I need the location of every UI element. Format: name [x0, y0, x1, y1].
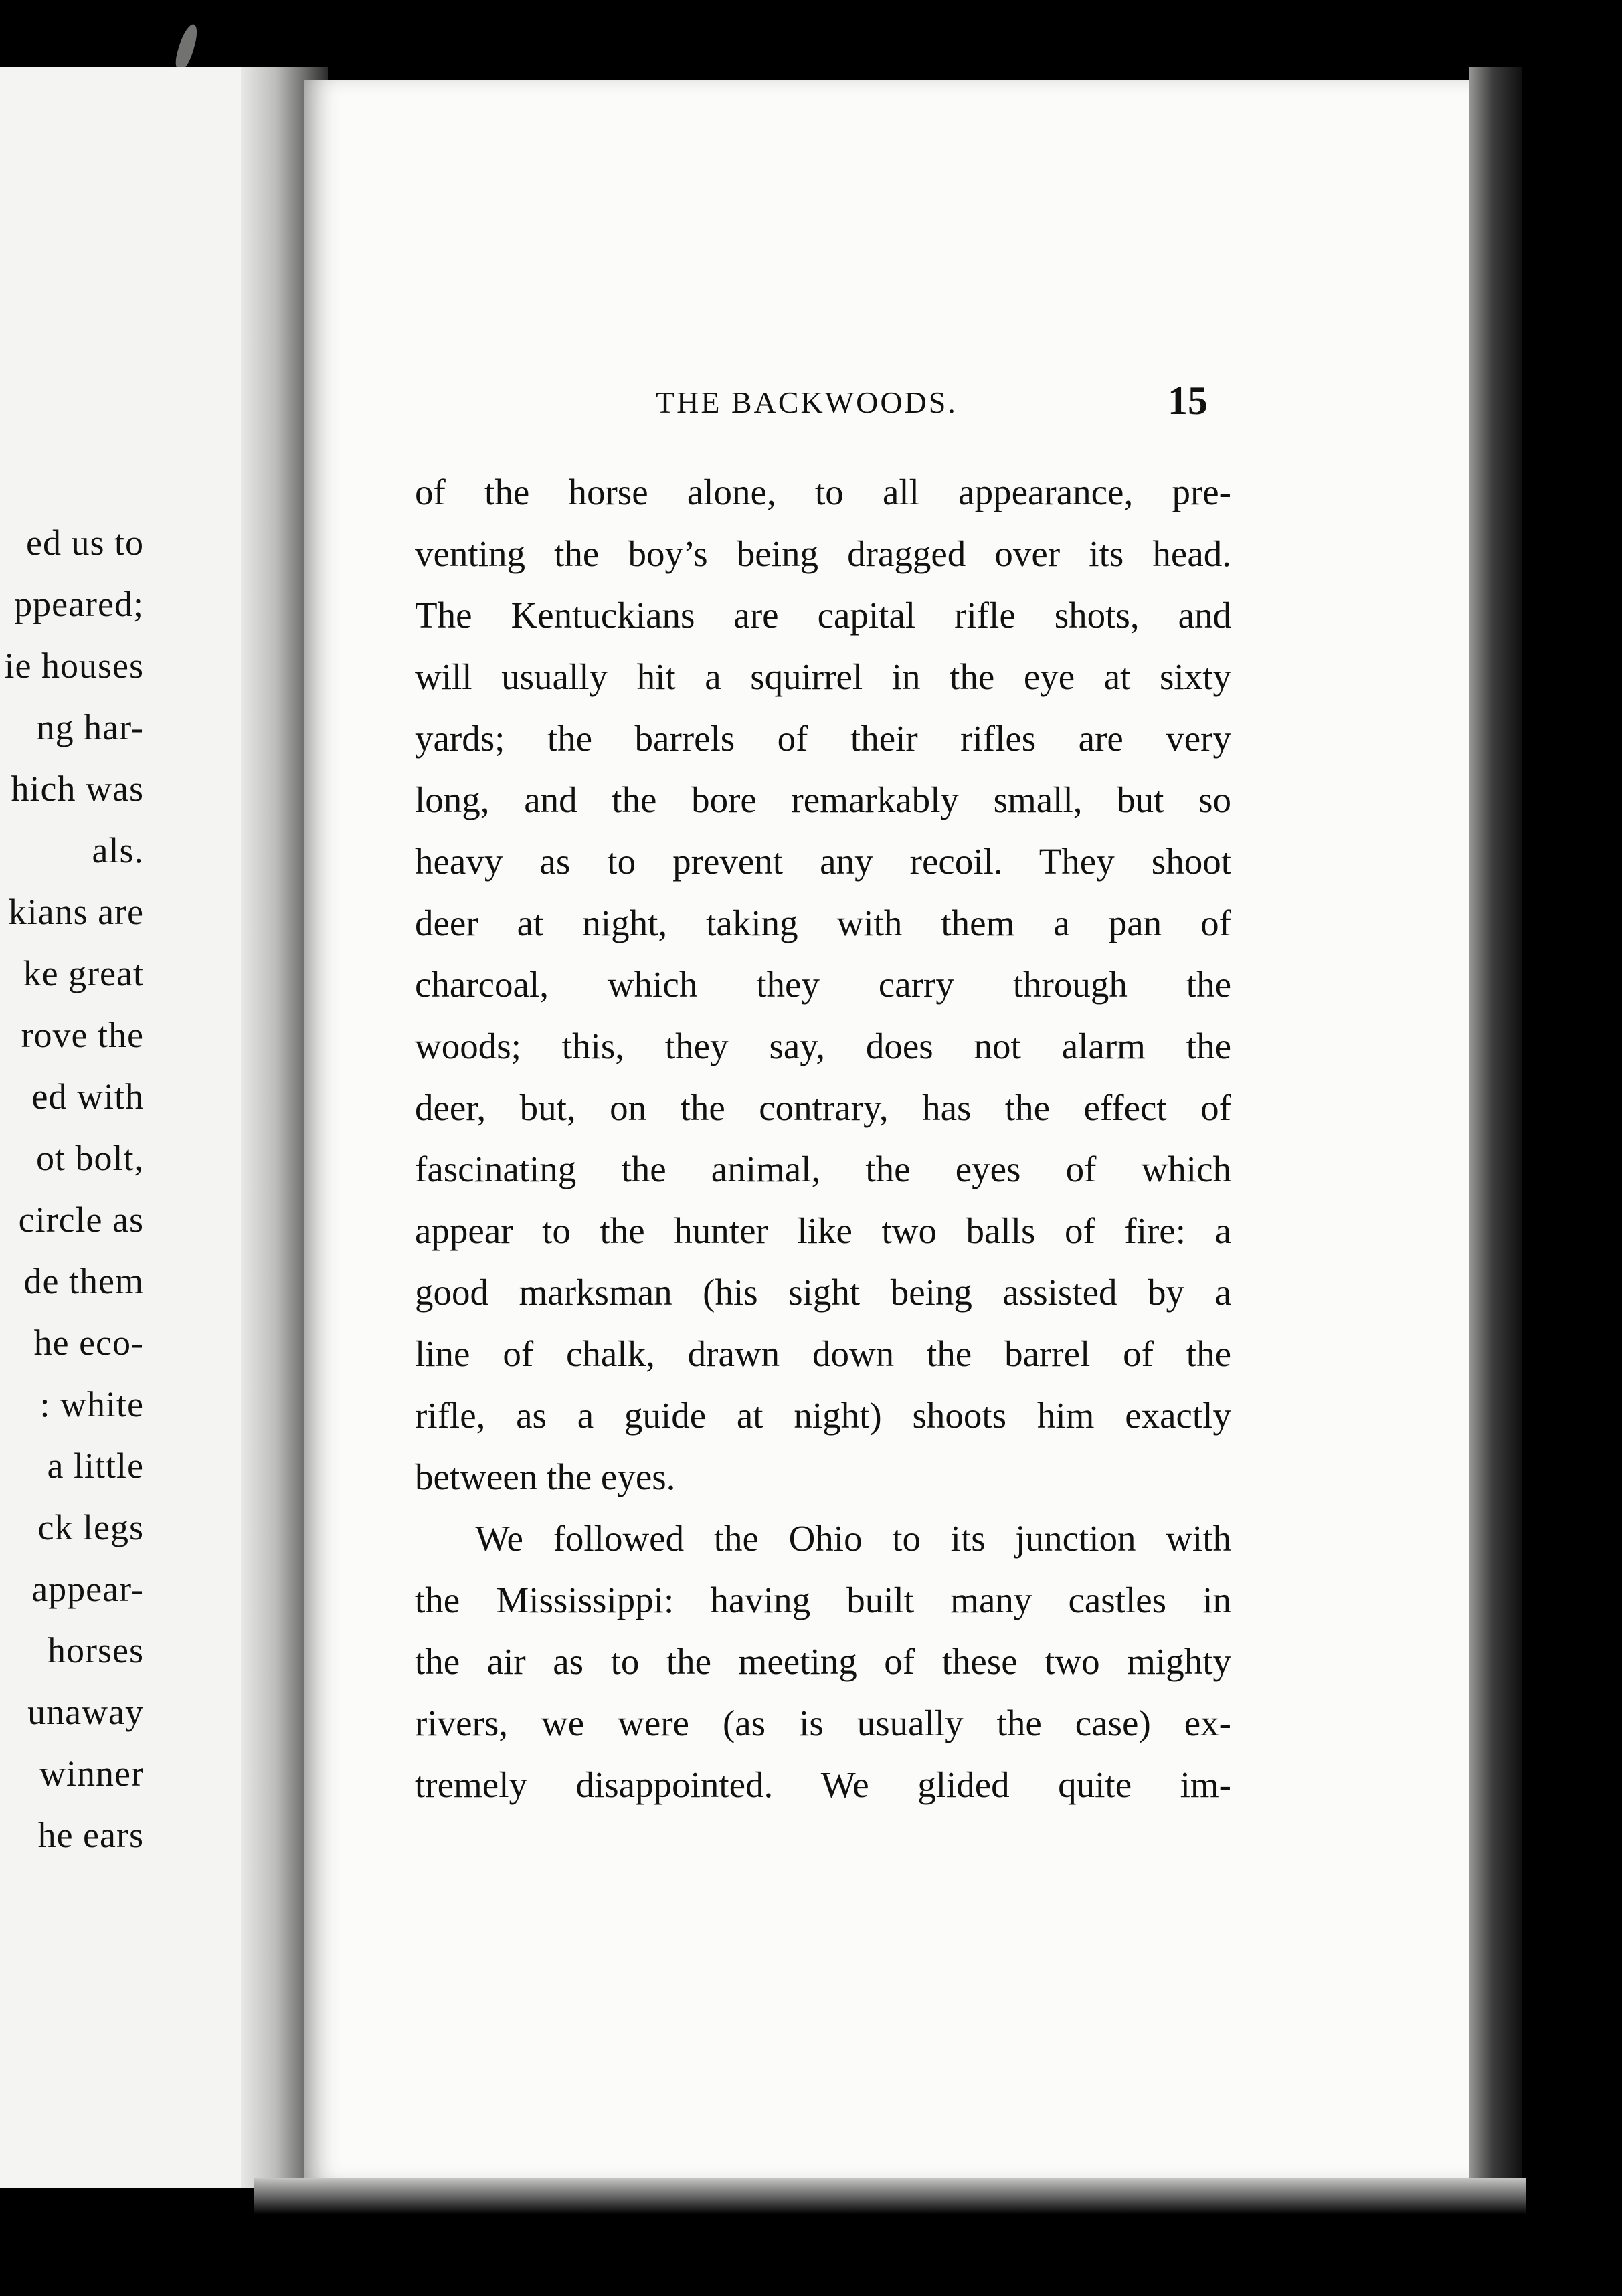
- text-line: of the horse alone, to all appearance, pre-: [415, 472, 1231, 512]
- facing-page-line: ie houses: [4, 646, 144, 686]
- text-line: yards; the barrels of their rifles are very: [415, 718, 1231, 759]
- facing-page-line: de them: [23, 1261, 144, 1301]
- facing-page-line: he ears: [37, 1815, 144, 1855]
- running-head: THE BACKWOODS.: [656, 385, 958, 419]
- page-number: 15: [1168, 379, 1208, 423]
- text-line: deer, but, on the contrary, has the effect of: [415, 1087, 1231, 1128]
- page-edge-bottom: [254, 2178, 1526, 2214]
- facing-page-line: rove the: [21, 1015, 144, 1055]
- text-line: will usually hit a squirrel in the eye at sixty: [415, 656, 1231, 697]
- text-line: venting the boy’s being dragged over its head.: [415, 533, 1231, 574]
- text-line: woods; this, they say, does not alarm the: [415, 1026, 1231, 1066]
- page-edge-right: [1469, 67, 1522, 2201]
- facing-page-line: ot bolt,: [35, 1138, 144, 1178]
- text-line: charcoal, which they carry through the: [415, 964, 1231, 1005]
- facing-page-line: als.: [92, 830, 144, 870]
- body-text: [415, 462, 1231, 1816]
- facing-page-line: ed with: [31, 1076, 144, 1117]
- text-line: the air as to the meeting of these two mighty: [415, 1641, 1231, 1682]
- text-line: good marksman (his sight being assisted by a: [415, 1272, 1231, 1313]
- facing-page-line: ed us to: [26, 522, 144, 563]
- text-line: heavy as to prevent any recoil. They shoot: [415, 841, 1231, 882]
- text-line: The Kentuckians are capital rifle shots, and: [415, 595, 1231, 636]
- facing-page-line: he eco-: [33, 1323, 144, 1363]
- facing-page-line: circle as: [18, 1200, 144, 1240]
- text-line: rivers, we were (as is usually the case) ex-: [415, 1703, 1231, 1743]
- text-line: line of chalk, drawn down the barrel of the: [415, 1333, 1231, 1374]
- text-line: tremely disappointed. We glided quite im-: [415, 1764, 1231, 1805]
- text-line: deer at night, taking with them a pan of: [415, 902, 1231, 943]
- facing-page-line: ck legs: [37, 1507, 144, 1547]
- text-line: We followed the Ohio to its junction with: [475, 1518, 1231, 1559]
- text-line: rifle, as a guide at night) shoots him exactly: [415, 1395, 1231, 1436]
- facing-page-line: hich was: [11, 769, 144, 809]
- facing-page-line: winner: [39, 1753, 144, 1794]
- text-line: long, and the bore remarkably small, but so: [415, 779, 1231, 820]
- page-smudge: [173, 22, 201, 71]
- facing-page-line: ke great: [23, 953, 144, 993]
- text-line: appear to the hunter like two balls of fire: a: [415, 1210, 1231, 1251]
- facing-page-line: : white: [39, 1384, 144, 1424]
- facing-page-left: [0, 67, 281, 2188]
- facing-page-line: a little: [47, 1446, 144, 1486]
- text-line: fascinating the animal, the eyes of which: [415, 1149, 1231, 1189]
- text-line: between the eyes.: [415, 1456, 676, 1497]
- text-line: the Mississippi: having built many castles in: [415, 1580, 1231, 1620]
- facing-page-line: unaway: [27, 1692, 144, 1732]
- facing-page-line: ppeared;: [14, 584, 144, 624]
- facing-page-line: ng har-: [36, 707, 144, 747]
- facing-page-line: kians are: [8, 892, 144, 932]
- facing-page-line: appear-: [31, 1569, 144, 1609]
- facing-page-line: horses: [48, 1630, 144, 1670]
